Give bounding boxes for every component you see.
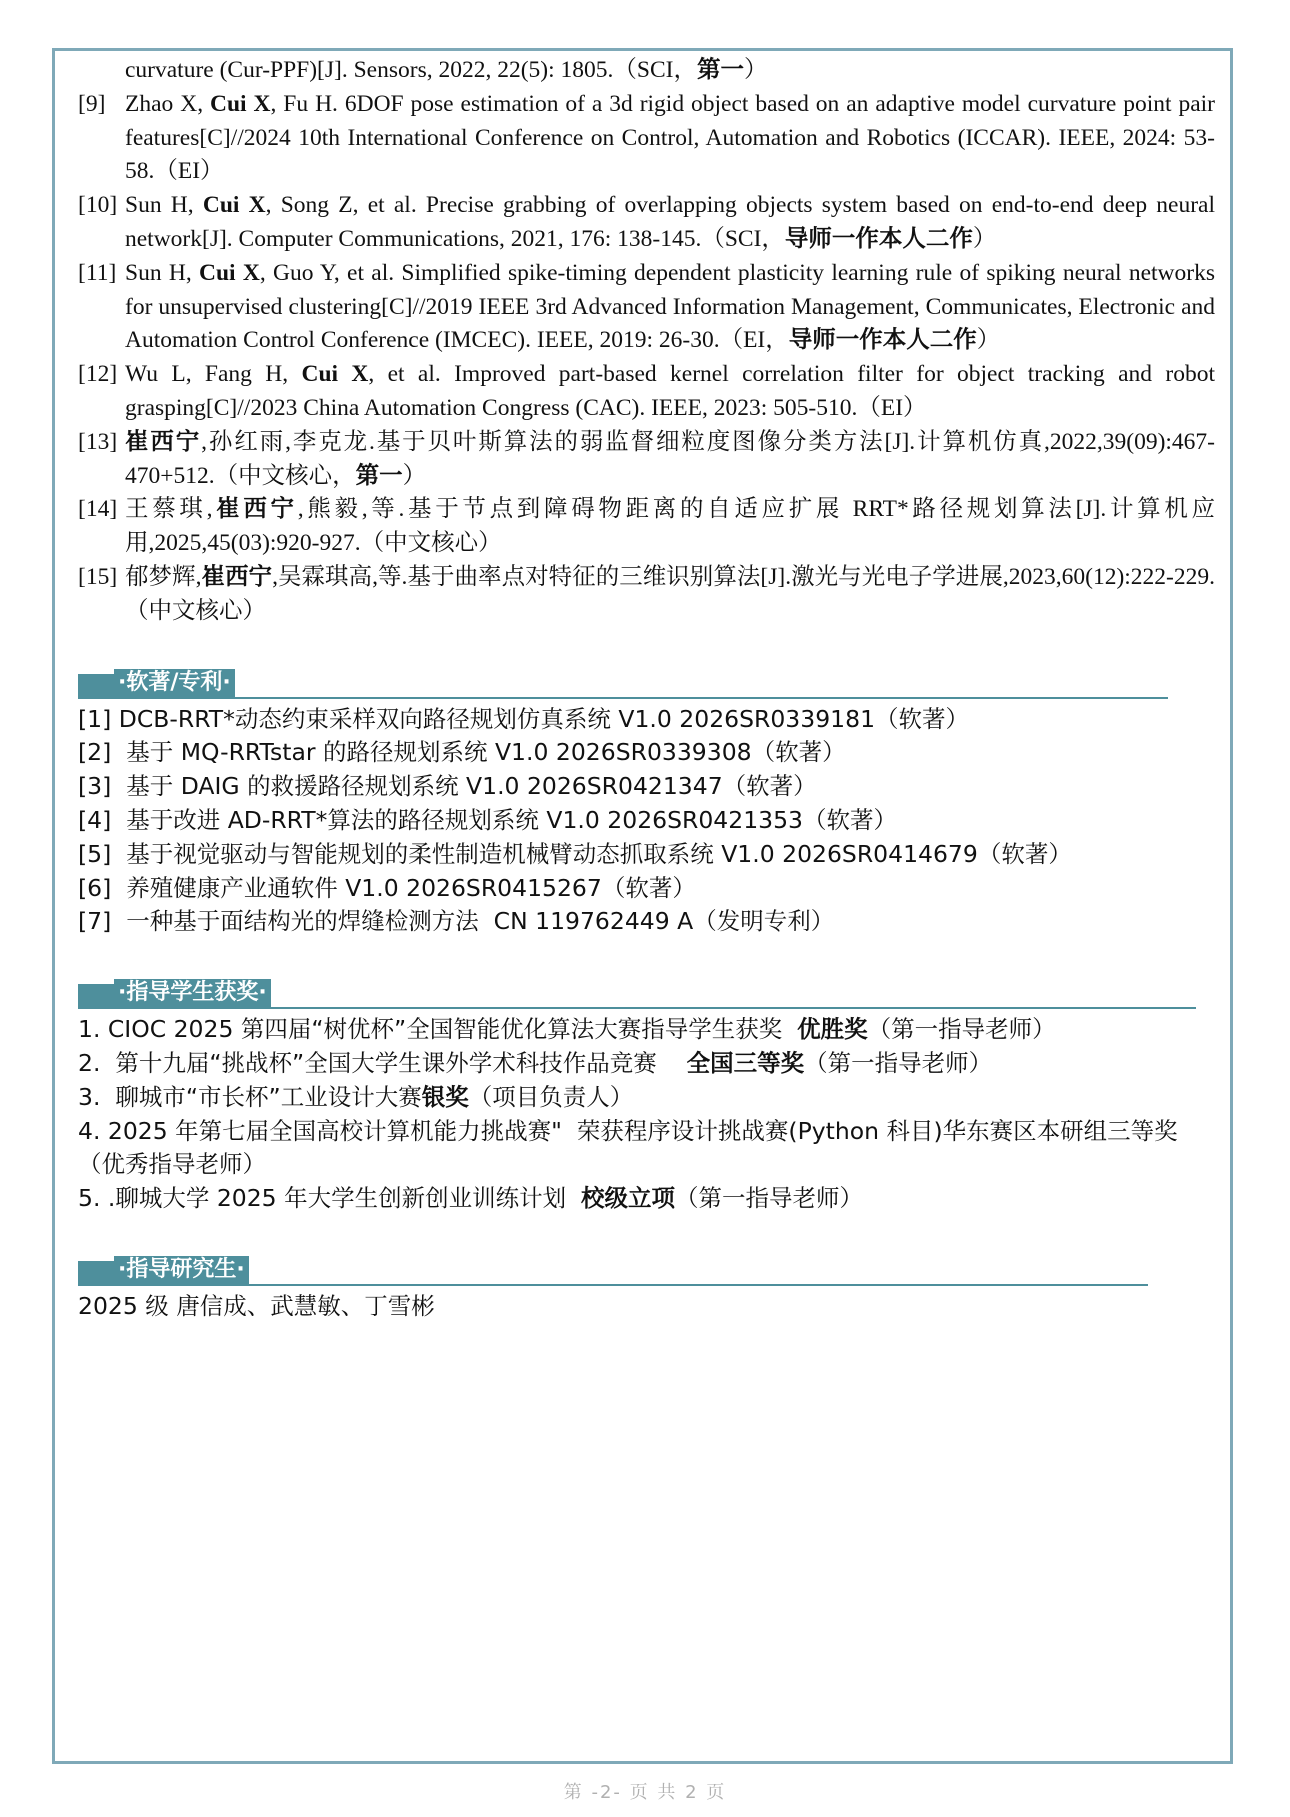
page-footer: 第 -2- 页 共 2 页 [563,1782,727,1803]
award-item [78,1081,1215,1115]
section-underline [78,1007,1196,1009]
text-run: , Fu H. 6DOF pose estimation of a 3d rigid object based on an adaptive model curvature point pair features[C]//2024 10th International Conference on Control, Automation and Robotics (ICCAR). IEEE, 2024: 53-58.（EI） [125,90,1215,185]
section-title-awards: ·指导学生获奖· [114,979,271,1007]
reference-item [78,54,1215,88]
text-run: ,吴霖琪高,等.基于曲率点对特征的三维识别算法[J].激光与光电子学进展,2023,60(12):222-229.（中文核心） [125,563,1216,624]
award-item [78,1013,1215,1047]
software-item: [5] 基于视觉驱动与智能规划的柔性制造机械臂动态抓取系统 V1.0 2026SR0414679（软著） [78,839,1072,868]
text-run: Sun H, [125,259,200,286]
reference-number: [12] [78,361,118,388]
reference-item [78,189,1215,257]
reference-number: [14] [78,496,118,523]
text-run: curvature (Cur-PPF)[J]. Sensors, 2022, 22(5): 1805.（SCI， [125,57,697,83]
text-run: Sun H, [125,192,203,219]
bold-text: 崔西宁 [125,428,202,455]
bold-text: 崔西宁 [201,563,273,590]
reference-item [78,561,1215,629]
section-header-awards [78,975,1215,1009]
reference-item [78,88,1215,189]
software-item: [7] 一种基于面结构光的焊缝检测方法 CN 119762449 A（发明专利） [78,907,835,936]
section-title-software: ·软著/专利· [114,669,235,697]
text-run: （第一指导老师） [804,1048,993,1077]
section-underline [78,1284,1148,1286]
reference-text [125,260,1215,354]
section-header-students [78,1252,1215,1286]
software-item: [3] 基于 DAIG 的救援路径规划系统 V1.0 2026SR0421347（软著） [78,772,817,801]
software-item: [1] DCB-RRT*动态约束采样双向路径规划仿真系统 V1.0 2026SR0339181（软著） [78,704,970,733]
bold-text: 第一 [355,462,403,489]
bold-text: 崔西宁 [212,496,298,523]
reference-text [125,429,1215,489]
section-bar [78,674,116,698]
reference-item [78,257,1215,358]
section-bar [78,1261,116,1285]
software-item: [2] 基于 MQ-RRTstar 的路径规划系统 V1.0 2026SR0339308（软著） [78,738,846,767]
bold-text: 银奖 [421,1082,469,1111]
text-run: ） [743,57,768,83]
bold-text: Cui X [202,192,266,219]
bold-text: 全国三等奖 [686,1048,805,1077]
text-run: ） [402,462,427,489]
text-run: Zhao X, [125,90,211,117]
reference-number: [10] [78,192,118,219]
text-run: ,孙红雨,李克龙.基于贝叶斯算法的弱监督细粒度图像分类方法[J].计算机仿真,2022,39(09):467-470+512.（中文核心， [125,428,1216,489]
bold-text: Cui X [301,361,369,388]
reference-text [125,192,1215,252]
reference-text [125,361,1215,421]
reference-number: [13] [78,428,118,455]
text-run: 5. .聊城大学 2025 年大学生创新创业训练计划 [78,1184,582,1213]
publication-list [78,54,1215,629]
reference-item [78,426,1215,494]
text-run: ,熊毅,等.基于节点到障碍物距离的自适应扩展 RRT*路径规划算法[J].计算机应用,2025,45(03):920-927.（中文核心） [125,496,1216,557]
reference-item [78,358,1215,426]
text-run: 2. 第十九届“挑战杯”全国大学生课外学术科技作品竞赛 [78,1048,687,1077]
reference-number: [11] [78,259,117,286]
text-run: , et al. Improved part-based kernel correlation filter for object tracking and robot grasping[C]//2023 China Automation Congress (CAC). IEEE, 2023: 505-510.（EI） [125,361,1215,421]
bold-text: 导师一作本人二作 [784,225,973,252]
bold-text: 导师一作本人二作 [788,327,977,354]
text-run: Wu L, Fang H, [125,361,302,388]
text-run: 4. 2025 年第七届全国高校计算机能力挑战赛" 荣获程序设计挑战赛(Python 科目)华东赛区本研组三等奖（优秀指导老师） [78,1116,1178,1179]
graduate-students: 2025 级 唐信成、武慧敏、丁雪彬 [78,1291,435,1320]
section-bar [78,984,116,1008]
text-run: （第一指导老师） [675,1184,864,1213]
bold-text: 第一 [696,57,744,83]
text-run: （项目负责人） [468,1082,634,1111]
bold-text: Cui X [199,259,260,286]
software-item: [4] 基于改进 AD-RRT*算法的路径规划系统 V1.0 2026SR0421353（软著） [78,805,897,834]
text-run: 王蔡琪, [125,496,213,523]
award-item [78,1115,1215,1183]
reference-number: [15] [78,563,118,590]
text-run: 1. CIOC 2025 第四届“树优杯”全国智能优化算法大赛指导学生获奖 [78,1015,798,1044]
bold-text: 校级立项 [581,1184,676,1213]
award-item [78,1047,1215,1081]
text-run: , Song Z, et al. Precise grabbing of overlapping objects system based on end-to-end deep neural network[J]. Computer Communications, 2021, 176: 138-145.（SCI， [125,192,1216,252]
reference-text [125,91,1215,185]
reference-text [125,564,1215,624]
software-patent-list [78,703,1215,940]
software-item: [6] 养殖健康产业通软件 V1.0 2026SR0415267（软著） [78,873,696,902]
bold-text: Cui X [210,90,271,117]
text-run: 3. 聊城市“市长杯”工业设计大赛 [78,1082,422,1111]
text-run: 郁梦辉, [125,563,202,590]
reference-text [125,57,767,83]
reference-text [125,496,1215,556]
student-awards-list [78,1013,1215,1216]
text-run: ） [976,327,1001,354]
text-run: ） [972,225,997,252]
bold-text: 优胜奖 [797,1015,868,1044]
section-title-students: ·指导研究生· [114,1256,249,1284]
text-run: （第一指导老师） [867,1015,1056,1044]
award-item [78,1182,1215,1216]
section-header-software [78,665,1215,699]
page-content [78,54,1215,1324]
reference-number: [9] [78,90,106,117]
text-run: , Guo Y, et al. Simplified spike-timing dependent plasticity learning rule of spiking neural networks for unsupervised clustering[C]//2019 IEEE 3rd Advanced Information Management, Communicates, Electronic and Automation Control Conference (IMCEC). IEEE, 2019: 26-30.（EI， [125,259,1216,354]
reference-item [78,493,1215,561]
section-underline [78,697,1168,699]
